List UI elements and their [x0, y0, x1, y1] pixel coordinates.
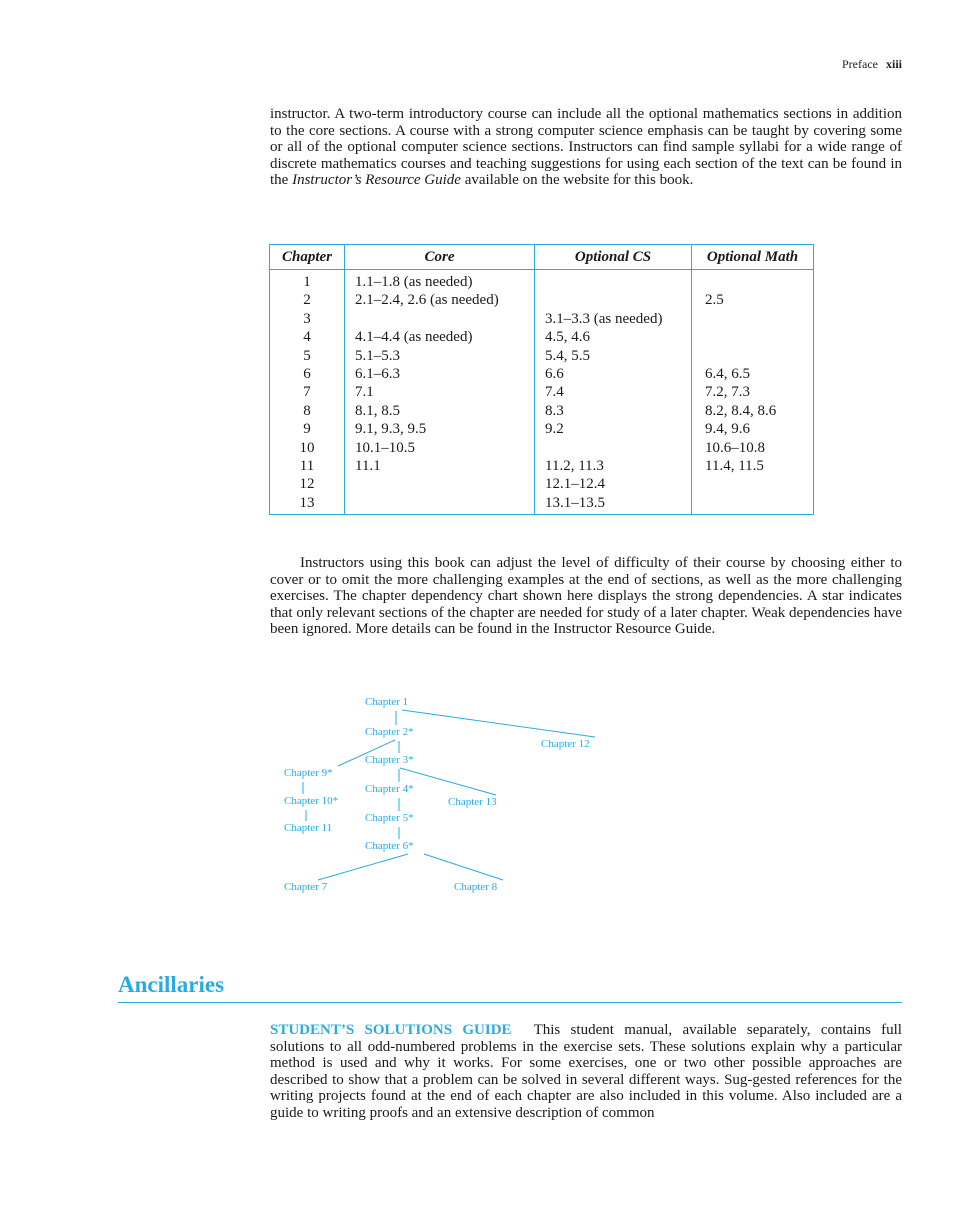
optional-math-cell [692, 310, 814, 328]
node-chapter-2: Chapter 2* [365, 726, 414, 738]
optional-math-cell [692, 347, 814, 365]
core-cell: 2.1–2.4, 2.6 (as needed) [345, 291, 535, 309]
student-guide-heading: STUDENT’S SOLUTIONS GUIDE [270, 1022, 512, 1038]
table-row [270, 420, 814, 438]
optional-math-cell [692, 328, 814, 346]
table-row [270, 328, 814, 346]
table-row [270, 457, 814, 475]
optional-math-cell [692, 270, 814, 292]
node-chapter-7: Chapter 7 [284, 881, 328, 893]
dependency-edge-ch6-ch8 [424, 854, 503, 880]
core-cell: 6.1–6.3 [345, 365, 535, 383]
chapter-cell: 12 [270, 475, 345, 493]
student-guide-text: This student manual, available separately, contains full solutions to all odd-numbered problems in the exercise sets. These solutions explain why a particular method is used and why it works. For some exercises, one or two other possible approaches are described to show that a problem can be solved in several different ways. Sug-gested references for the writing projects found at the end of each chapter are also included in this volume. Also included are a guide to writing proofs and an extensive description of common [270, 1022, 902, 1121]
intro-paragraph [270, 106, 902, 189]
table-header-row [270, 245, 814, 270]
optional-math-cell: 8.2, 8.4, 8.6 [692, 402, 814, 420]
optional-cs-cell: 6.6 [535, 365, 692, 383]
node-chapter-4: Chapter 4* [365, 783, 414, 795]
node-chapter-10: Chapter 10* [284, 795, 339, 807]
optional-math-cell: 2.5 [692, 291, 814, 309]
optional-cs-cell [535, 439, 692, 457]
node-chapter-1: Chapter 1 [365, 696, 409, 708]
table-row [270, 475, 814, 493]
chapter-cell: 1 [270, 270, 345, 292]
table-row [270, 291, 814, 309]
section-rule [118, 1002, 902, 1003]
node-chapter-8: Chapter 8 [454, 881, 498, 893]
core-cell [345, 494, 535, 515]
optional-cs-cell [535, 291, 692, 309]
node-chapter-5: Chapter 5* [365, 812, 414, 824]
core-cell: 4.1–4.4 (as needed) [345, 328, 535, 346]
node-chapter-9: Chapter 9* [284, 767, 333, 779]
optional-cs-cell: 5.4, 5.5 [535, 347, 692, 365]
chapter-cell: 13 [270, 494, 345, 515]
table-header-cell: Chapter [270, 245, 345, 270]
table-row [270, 365, 814, 383]
table-row [270, 270, 814, 292]
chapter-cell: 2 [270, 291, 345, 309]
chapter-cell: 3 [270, 310, 345, 328]
node-chapter-3: Chapter 3* [365, 754, 414, 766]
table-row [270, 347, 814, 365]
core-cell: 1.1–1.8 (as needed) [345, 270, 535, 292]
optional-cs-cell: 7.4 [535, 383, 692, 401]
core-cell: 9.1, 9.3, 9.5 [345, 420, 535, 438]
node-chapter-6: Chapter 6* [365, 840, 414, 852]
optional-cs-cell [535, 270, 692, 292]
node-chapter-13: Chapter 13 [448, 796, 497, 808]
table-header-cell: Optional CS [535, 245, 692, 270]
optional-math-cell: 6.4, 6.5 [692, 365, 814, 383]
node-chapter-12: Chapter 12 [541, 738, 590, 750]
header-section: Preface [842, 57, 878, 71]
optional-cs-cell: 4.5, 4.6 [535, 328, 692, 346]
table-row [270, 494, 814, 515]
intro-italic-title: Instructor’s Resource Guide [292, 172, 461, 189]
chapter-dependency-chart [260, 690, 620, 900]
chapter-cell: 4 [270, 328, 345, 346]
optional-math-cell: 11.4, 11.5 [692, 457, 814, 475]
core-cell: 10.1–10.5 [345, 439, 535, 457]
section-title: Ancillaries [118, 972, 225, 997]
chapter-cell: 8 [270, 402, 345, 420]
difficulty-paragraph: Instructors using this book can adjust the level of difficulty of their course by choosing either to cover or to omit the more challenging examples at the end of sections, as well as the more challenging exercises. The chapter dependency chart shown here displays the strong dependencies. A star indicates that only relevant sections of the chapter are needed for study of a later chapter. Weak dependencies have been ignored. More details can be found in the Instructor Resource Guide. [270, 555, 902, 638]
node-chapter-11: Chapter 11 [284, 822, 333, 834]
optional-math-cell: 10.6–10.8 [692, 439, 814, 457]
table-row [270, 439, 814, 457]
optional-math-cell: 7.2, 7.3 [692, 383, 814, 401]
optional-math-cell: 9.4, 9.6 [692, 420, 814, 438]
table-row [270, 402, 814, 420]
core-cell: 5.1–5.3 [345, 347, 535, 365]
dependency-edge-ch6-ch7 [318, 854, 408, 880]
core-cell: 8.1, 8.5 [345, 402, 535, 420]
table-header-cell: Optional Math [692, 245, 814, 270]
table-row [270, 383, 814, 401]
core-cell: 7.1 [345, 383, 535, 401]
chapter-cell: 9 [270, 420, 345, 438]
running-header [842, 57, 902, 72]
intro-text-start: instructor. A two-term introductory course can include all the optional mathematics sections in addition to the core sections. A course with a strong computer science emphasis can be taught by covering some or all of the optional computer science sections. Instructors can find sample syllabi for a wide range of discrete mathematics courses and teaching suggestions for using each section of the text can be found in the [270, 106, 902, 189]
dependency-edge-ch3-ch13 [400, 768, 496, 795]
core-cell [345, 475, 535, 493]
optional-cs-cell: 9.2 [535, 420, 692, 438]
chapter-cell: 6 [270, 365, 345, 383]
chapter-cell: 10 [270, 439, 345, 457]
table-header-cell: Core [345, 245, 535, 270]
student-guide-paragraph [270, 1022, 902, 1122]
optional-math-cell [692, 494, 814, 515]
optional-cs-cell: 12.1–12.4 [535, 475, 692, 493]
chapter-cell: 11 [270, 457, 345, 475]
page-number: xiii [885, 57, 902, 71]
optional-cs-cell: 8.3 [535, 402, 692, 420]
chapter-cell: 7 [270, 383, 345, 401]
optional-cs-cell: 3.1–3.3 (as needed) [535, 310, 692, 328]
optional-cs-cell: 11.2, 11.3 [535, 457, 692, 475]
optional-math-cell [692, 475, 814, 493]
intro-text-end: available on the website for this book. [460, 172, 694, 189]
optional-cs-cell: 13.1–13.5 [535, 494, 692, 515]
chapter-cell: 5 [270, 347, 345, 365]
table-row [270, 310, 814, 328]
dependency-edge-ch1-ch12 [402, 710, 595, 737]
core-cell: 11.1 [345, 457, 535, 475]
core-cell [345, 310, 535, 328]
chapter-sections-table [269, 244, 814, 515]
